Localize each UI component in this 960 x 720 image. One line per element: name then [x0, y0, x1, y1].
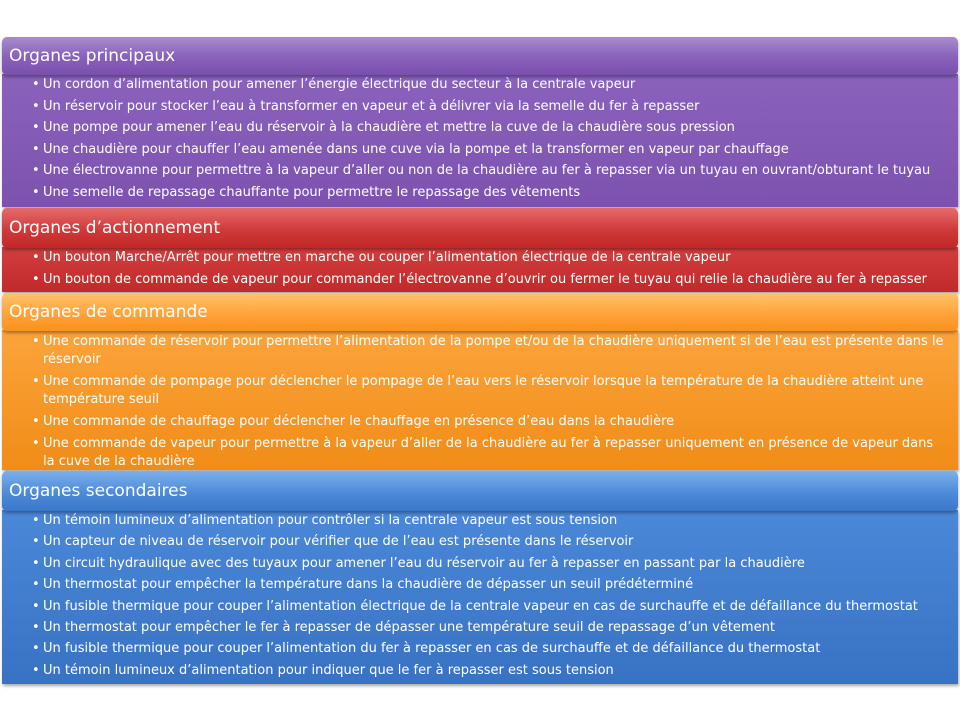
- list-item: • Une pompe pour amener l’eau du réservoir à la chaudière et mettre la cuve de la chaudière sous pression: [2, 119, 958, 141]
- list-item: • Un témoin lumineux d’alimentation pour contrôler si la centrale vapeur est sous tension: [2, 512, 958, 533]
- list-item: • Un fusible thermique pour couper l’alimentation du fer à repasser en cas de surchauffe et de défaillance du thermostat: [2, 640, 958, 661]
- list-item: • Un fusible thermique pour couper l’alimentation électrique de la centrale vapeur en cas de surchauffe et de défaillance du thermostat: [2, 598, 958, 619]
- list-item: • Un réservoir pour stocker l’eau à transformer en vapeur et à délivrer via la semelle du fer à repasser: [2, 98, 958, 120]
- section-body: [2, 330, 958, 470]
- list-item: • Une électrovanne pour permettre à la vapeur d’aller ou non de la chaudière au fer à repasser via un tuyau en ouvrant/obturant le tuyau: [2, 162, 958, 184]
- list-item: • Un témoin lumineux d’alimentation pour indiquer que le fer à repasser est sous tension: [2, 662, 958, 683]
- item-list: [2, 76, 958, 205]
- item-list: [2, 249, 958, 292]
- section-body: [2, 247, 958, 292]
- list-item: • Une chaudière pour chauffer l’eau amenée dans une cuve via la pompe et la transformer en vapeur par chauffage: [2, 141, 958, 163]
- list-item: • Une commande de réservoir pour permettre l’alimentation de la pompe et/ou de la chaudière uniquement si de l’eau est présente dans le réservoir: [2, 333, 958, 369]
- section-header: Organes principaux: [2, 37, 958, 75]
- list-item: • Un capteur de niveau de réservoir pour vérifier que de l’eau est présente dans le réservoir: [2, 533, 958, 554]
- list-item: • Un bouton de commande de vapeur pour commander l’électrovanne d’ouvrir ou fermer le tuyau qui relie la chaudière au fer à repasser: [2, 271, 958, 293]
- section-header: Organes de commande: [2, 293, 958, 331]
- list-item: • Un circuit hydraulique avec des tuyaux pour amener l’eau du réservoir au fer à repasser en passant par la chaudière: [2, 555, 958, 576]
- list-item: • Un cordon d’alimentation pour amener l’énergie électrique du secteur à la centrale vapeur: [2, 76, 958, 98]
- section-header: Organes d’actionnement: [2, 208, 958, 248]
- list-item: • Une semelle de repassage chauffante pour permettre le repassage des vêtements: [2, 184, 958, 206]
- item-list: [2, 512, 958, 683]
- list-item: • Un thermostat pour empêcher le fer à repasser de dépasser une température seuil de repassage d’un vêtement: [2, 619, 958, 640]
- item-list: [2, 333, 958, 475]
- section-body: [2, 510, 958, 684]
- section-body: [2, 74, 958, 207]
- list-item: • Une commande de vapeur pour permettre à la vapeur d’aller de la chaudière au fer à repasser uniquement en présence de vapeur dans la cuve de la chaudière: [2, 435, 958, 471]
- list-item: • Un bouton Marche/Arrêt pour mettre en marche ou couper l’alimentation électrique de la centrale vapeur: [2, 249, 958, 271]
- list-item: • Une commande de pompage pour déclencher le pompage de l’eau vers le réservoir lorsque la température de la chaudière atteint une température seuil: [2, 373, 958, 409]
- section-header: Organes secondaires: [2, 471, 958, 511]
- list-item: • Un thermostat pour empêcher la température dans la chaudière de dépasser un seuil prédéterminé: [2, 576, 958, 597]
- list-item: • Une commande de chauffage pour déclencher le chauffage en présence d’eau dans la chaudière: [2, 413, 958, 431]
